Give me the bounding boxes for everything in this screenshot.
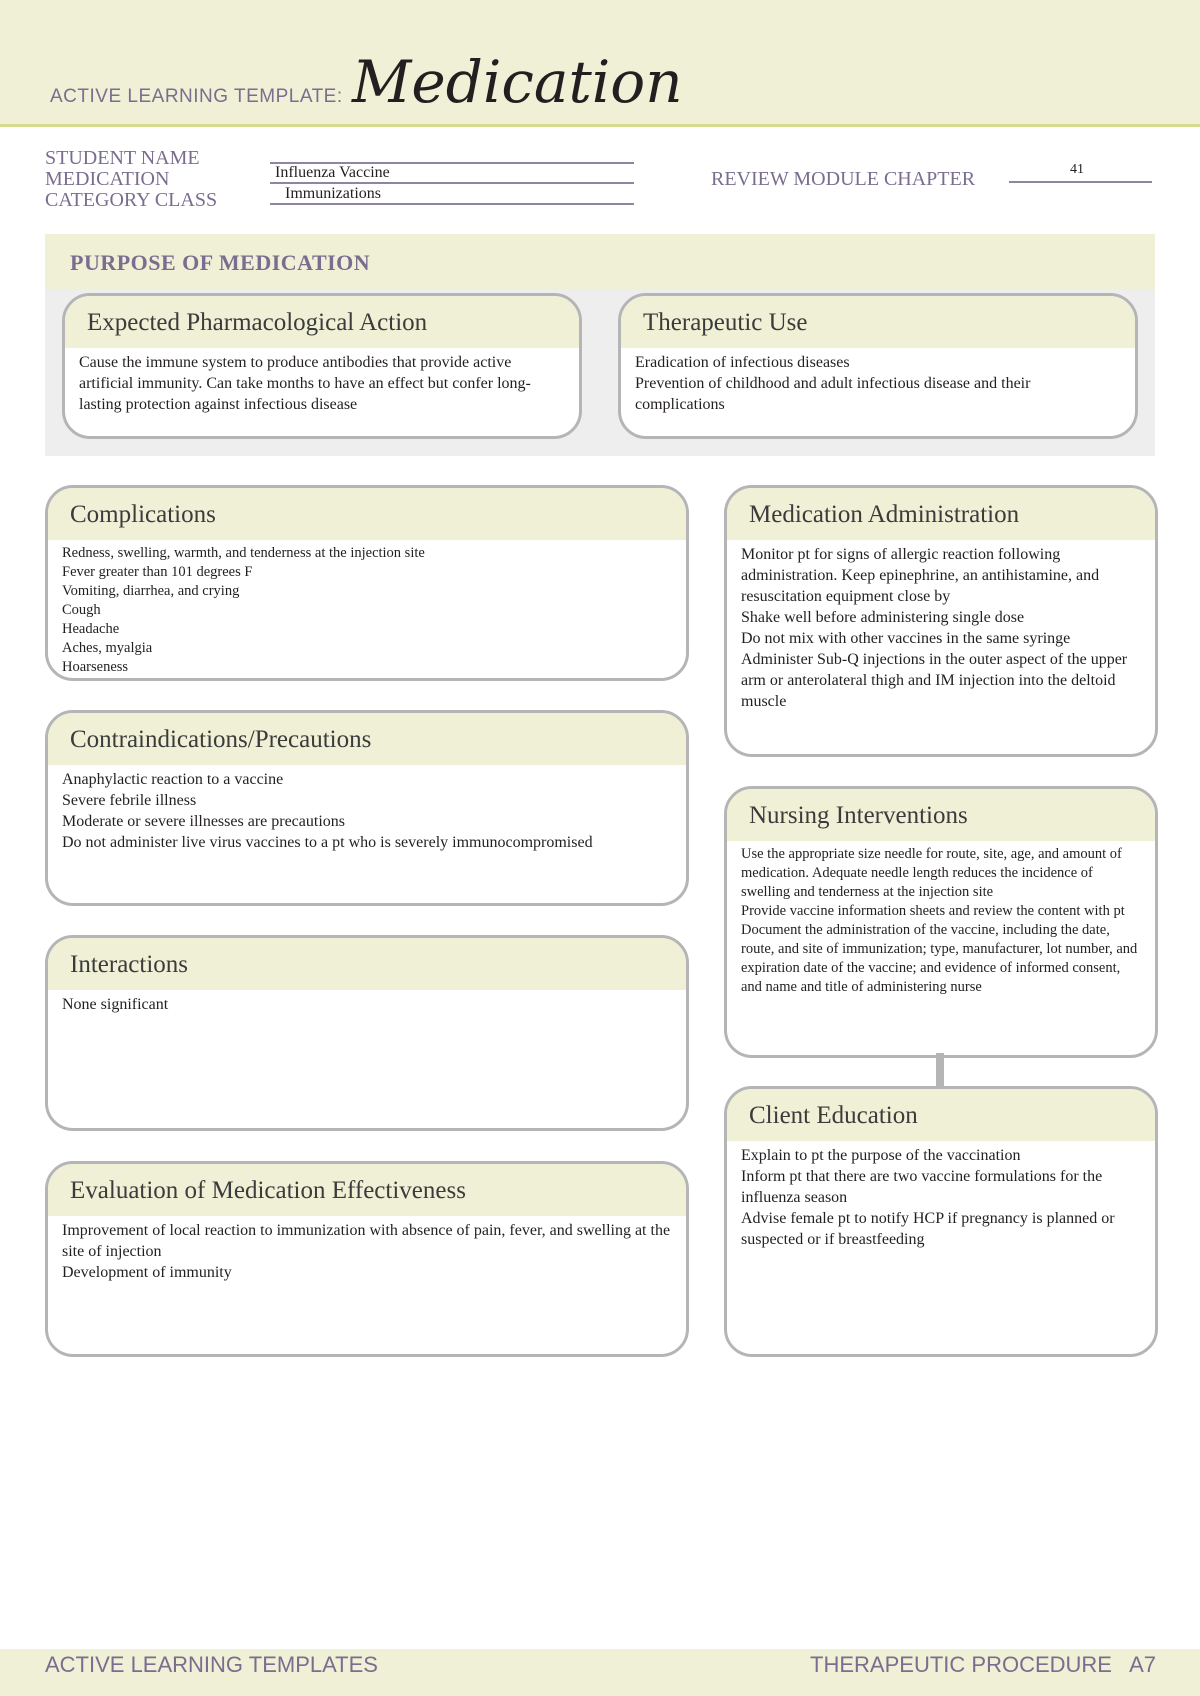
administration-title: Medication Administration (749, 501, 1020, 528)
text-line: Moderate or severe illnesses are precautions (62, 813, 345, 830)
footer-right: THERAPEUTIC PROCEDURE A7 (810, 1652, 1156, 1677)
contraindications-body (48, 765, 686, 857)
template-label: ACTIVE LEARNING TEMPLATE: (50, 86, 343, 107)
interactions-card (45, 935, 689, 1131)
text-line: Cause the immune system to produce antibodies that provide active artificial immunity. Can take months to have an effect but confer long-lasting protection against infectious disease (79, 354, 531, 413)
text-line: Cough (62, 602, 101, 618)
review-module-label: REVIEW MODULE CHAPTER (711, 168, 976, 190)
expected-action-card (62, 293, 582, 439)
contraindications-card (45, 710, 689, 906)
template-title: Medication (352, 48, 683, 116)
review-module-line (1009, 181, 1152, 183)
text-line: Headache (62, 621, 120, 637)
text-line: Provide vaccine information sheets and review the content with pt (741, 903, 1125, 919)
medication-label: MEDICATION (45, 168, 170, 190)
student-name-label: STUDENT NAME (45, 147, 200, 169)
administration-card (724, 485, 1158, 757)
medication-line (270, 182, 634, 184)
contraindications-title: Contraindications/Precautions (70, 726, 372, 753)
category-class-line (270, 203, 634, 205)
evaluation-body (48, 1216, 686, 1287)
category-class-field[interactable]: Immunizations (285, 185, 381, 202)
education-title-bar (727, 1089, 1155, 1141)
purpose-title: PURPOSE OF MEDICATION (70, 250, 371, 275)
nursing-title-bar (727, 789, 1155, 841)
text-line: Hoarseness (62, 659, 129, 675)
expected-action-title: Expected Pharmacological Action (87, 309, 428, 336)
medication-field[interactable]: Influenza Vaccine (275, 164, 390, 181)
text-line: None significant (62, 996, 169, 1013)
evaluation-title-bar (48, 1164, 686, 1216)
nursing-body (727, 841, 1155, 1001)
education-body (727, 1141, 1155, 1254)
card-connector (936, 1053, 944, 1089)
text-line: Vomiting, diarrhea, and crying (62, 583, 240, 599)
interactions-title-bar (48, 938, 686, 990)
text-line: Anaphylactic reaction to a vaccine (62, 771, 284, 788)
text-line: Eradication of infectious diseases (635, 354, 850, 371)
review-module-field[interactable]: 41 (1070, 162, 1084, 177)
interactions-body (48, 990, 686, 1019)
text-line: Inform pt that there are two vaccine formulations for the influenza season (741, 1168, 1103, 1206)
contraindications-title-bar (48, 713, 686, 765)
complications-body (48, 540, 686, 681)
nursing-title: Nursing Interventions (749, 802, 968, 829)
nursing-card (724, 786, 1158, 1058)
complications-title-bar (48, 488, 686, 540)
text-line: Aches, myalgia (62, 640, 153, 656)
complications-card (45, 485, 689, 681)
text-line: Monitor pt for signs of allergic reaction following administration. Keep epinephrine, an antihistamine, and resuscitation equipment close by (741, 546, 1100, 605)
administration-title-bar (727, 488, 1155, 540)
expected-action-body (65, 348, 579, 419)
education-title: Client Education (749, 1102, 918, 1129)
therapeutic-use-card (618, 293, 1138, 439)
text-line: Improvement of local reaction to immunization with absence of pain, fever, and swelling at the site of injection (62, 1222, 671, 1260)
text-line: Use the appropriate size needle for route, site, age, and amount of medication. Adequate needle length reduces the incidence of swelling and tenderness at the injection site (741, 846, 1122, 900)
category-class-label: CATEGORY CLASS (45, 189, 218, 211)
purpose-title-bar (45, 234, 1155, 290)
therapeutic-use-title: Therapeutic Use (643, 309, 808, 336)
administration-body (727, 540, 1155, 716)
education-card (724, 1086, 1158, 1357)
text-line: Severe febrile illness (62, 792, 197, 809)
footer-left: ACTIVE LEARNING TEMPLATES (45, 1652, 378, 1677)
text-line: Redness, swelling, warmth, and tenderness at the injection site (62, 545, 425, 561)
evaluation-card (45, 1161, 689, 1357)
text-line: Development of immunity (62, 1264, 232, 1281)
text-line: Do not mix with other vaccines in the same syringe (741, 630, 1071, 647)
text-line: Do not administer live virus vaccines to a pt who is severely immunocompromised (62, 834, 593, 851)
complications-title: Complications (70, 501, 216, 528)
therapeutic-use-title-bar (621, 296, 1135, 348)
text-line: Shake well before administering single dose (741, 609, 1025, 626)
text-line: Advise female pt to notify HCP if pregnancy is planned or suspected or if breastfeeding (741, 1210, 1115, 1248)
expected-action-title-bar (65, 296, 579, 348)
text-line: Explain to pt the purpose of the vaccination (741, 1147, 1021, 1164)
therapeutic-use-body (621, 348, 1135, 419)
text-line: Document the administration of the vaccine, including the date, route, and site of immunization; type, manufacturer, lot number, and expiration date of the vaccine; and evidence of informed consent, and name and title of administering nurse (741, 922, 1138, 995)
text-line: Administer Sub-Q injections in the outer aspect of the upper arm or anterolateral thigh and IM injection into the deltoid muscle (741, 651, 1128, 710)
text-line: Fever greater than 101 degrees F (62, 564, 253, 580)
interactions-title: Interactions (70, 951, 189, 978)
text-line: Prevention of childhood and adult infectious disease and their complications (635, 375, 1031, 413)
evaluation-title: Evaluation of Medication Effectiveness (70, 1177, 466, 1204)
